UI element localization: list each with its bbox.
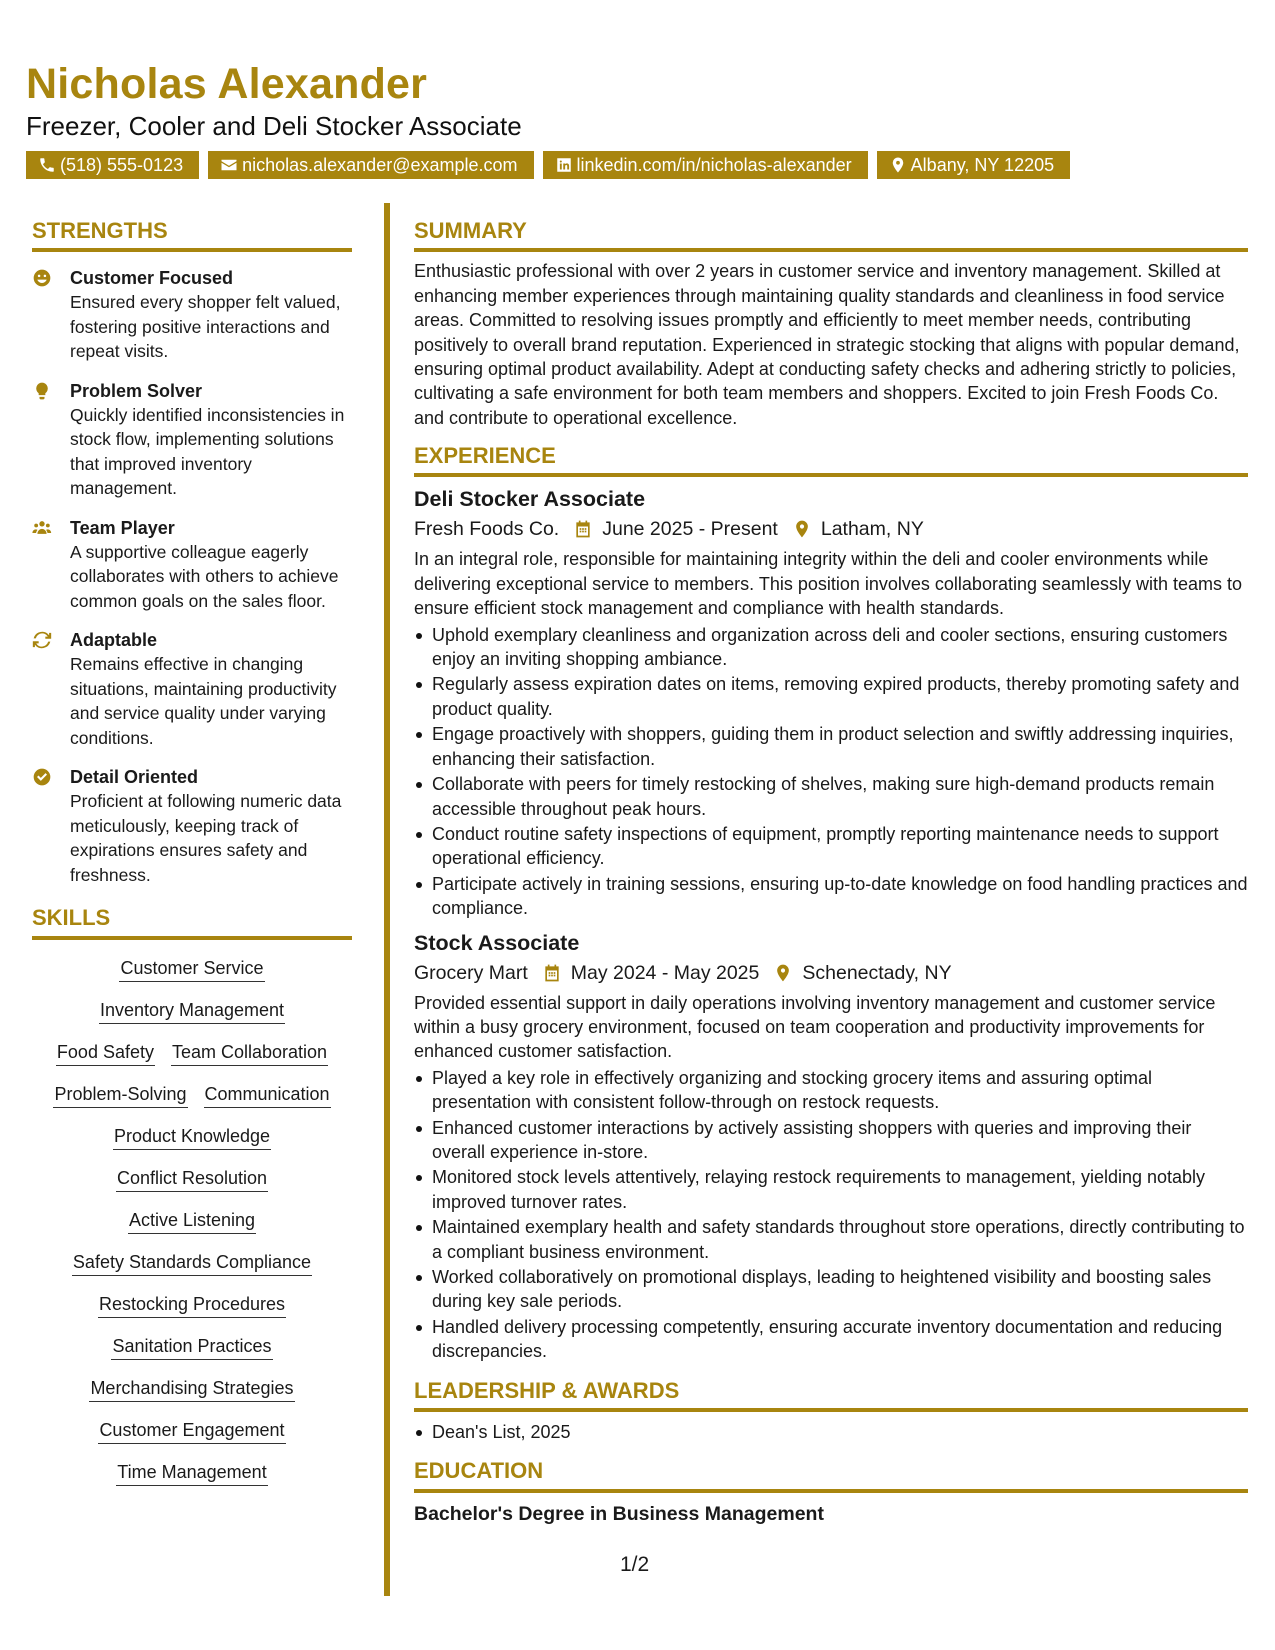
bullet-item: Enhanced customer interactions by actively assisting shoppers with queries and improving their overall experience in-store. [414,1116,1248,1165]
lightbulb-icon [32,381,52,401]
skill-tag: Inventory Management [99,997,285,1024]
contact-phone [26,151,199,179]
phone-text: (518) 555-0123 [60,154,184,175]
skill-tag: Merchandising Strategies [89,1375,294,1402]
job-company: Grocery Mart [414,961,528,984]
job-dates: May 2024 - May 2025 [570,961,760,984]
contact-location [877,151,1070,179]
strength-title: Adaptable [70,630,158,651]
bullet-item: Regularly assess expiration dates on items, removing expired products, thereby promoting safety and product quality. [414,672,1248,721]
linkedin-text: linkedin.com/in/nicholas-alexander [576,154,852,175]
strength-desc: Proficient at following numeric data meticulously, keeping track of expirations ensures safety and freshness. [70,791,342,885]
job-company: Fresh Foods Co. [414,518,560,541]
summary-heading: SUMMARY [414,218,1248,252]
envelope-icon [220,156,238,174]
award-item: Dean's List, 2025 [414,1420,1248,1444]
right-column [414,218,1248,1527]
job-role: Stock Associate [414,930,580,955]
strength-title: Team Player [70,517,175,538]
job-dates: June 2025 - Present [602,518,778,541]
bullet-item: Conduct routine safety inspections of equipment, promptly reporting maintenance needs to support operational efficiency. [414,822,1248,871]
bullet-item: Worked collaboratively on promotional displays, leading to heightened visibility and boosting sales during key sale periods. [414,1265,1248,1314]
job-bullets [414,623,1248,921]
job-meta [414,957,1248,989]
strength-item [32,516,352,614]
skill-tag: Safety Standards Compliance [72,1249,312,1276]
users-icon [32,518,52,538]
calendar-icon [542,963,562,983]
strength-item [32,266,352,364]
skill-tag: Restocking Procedures [98,1291,286,1318]
candidate-title: Freezer, Cooler and Deli Stocker Associate [26,111,522,142]
resume-header [26,62,1256,179]
calendar-icon [573,519,593,539]
check-circle-icon [32,767,52,787]
job-description: Provided essential support in daily operations involving inventory management and customer service within a busy grocery environment, focused on team cooperation and productivity improvements for enhanced customer satisfaction. [414,992,1216,1062]
job-entry [414,929,1248,1364]
strength-title: Customer Focused [70,268,234,289]
education-heading: EDUCATION [414,1458,1248,1492]
strength-item [32,379,352,501]
candidate-name: Nicholas Alexander [26,60,428,108]
map-pin-icon [773,963,793,983]
education-degree: Bachelor's Degree in Business Management [414,1502,824,1525]
page-number: 1/2 [620,1553,650,1576]
skill-tag: Conflict Resolution [116,1165,268,1192]
strength-desc: Quickly identified inconsistencies in stock flow, implementing solutions that improved inventory management. [70,404,345,499]
map-pin-icon [792,519,812,539]
email-text: nicholas.alexander@example.com [242,154,518,175]
skill-tag: Active Listening [128,1207,256,1234]
column-divider [384,203,390,1596]
skill-tag: Customer Service [119,955,264,982]
strengths-list [32,266,352,887]
bullet-item: Engage proactively with shoppers, guiding them in product selection and swiftly addressing inquiries, enhancing their satisfaction. [414,722,1248,771]
bullet-item: Handled delivery processing competently, ensuring accurate inventory documentation and reducing discrepancies. [414,1315,1248,1364]
phone-icon [38,156,56,174]
skill-tag: Product Knowledge [113,1123,271,1150]
experience-heading: EXPERIENCE [414,443,1248,477]
skill-tag: Time Management [116,1459,267,1486]
bullet-item: Played a key role in effectively organizing and stocking grocery items and assuring optimal presentation with consistent follow-through on restock requests. [414,1066,1248,1115]
skills-heading: SKILLS [32,905,352,939]
bullet-item: Uphold exemplary cleanliness and organization across deli and cooler sections, ensuring customers enjoy an inviting shopping ambiance. [414,623,1248,672]
summary-text: Enthusiastic professional with over 2 years in customer service and inventory management. Skilled at enhancing member experiences through maintaining quality standards and cleanliness in food service areas. Committed to resolving issues promptly and efficiently to meet member needs, contributing positively to overall brand reputation. Experienced in strategic stocking that aligns with popular demand, ensuring optimal product availability. Adept at conducting safety checks and adhering strictly to policies, cultivating a safe environment for both team members and shoppers. Excited to join Fresh Foods Co. and contribute to operational excellence. [414,261,1240,428]
job-location: Schenectady, NY [802,961,952,984]
job-role: Deli Stocker Associate [414,487,646,512]
bullet-item: Participate actively in training sessions, ensuring up-to-date knowledge on food handling practices and compliance. [414,872,1248,921]
job-meta [414,513,1248,545]
refresh-icon [32,630,52,650]
strengths-heading: STRENGTHS [32,218,352,252]
contact-bar [26,151,1256,179]
location-text: Albany, NY 12205 [910,154,1055,175]
contact-email[interactable] [208,151,533,179]
skill-tag: Food Safety [56,1039,155,1066]
job-location: Latham, NY [820,518,924,541]
left-column [32,218,352,1486]
bullet-item: Collaborate with peers for timely restocking of shelves, making sure high-demand products remain accessible throughout peak hours. [414,772,1248,821]
leadership-heading: LEADERSHIP & AWARDS [414,1378,1248,1412]
skill-tag: Communication [204,1081,331,1108]
job-description: In an integral role, responsible for maintaining integrity within the deli and cooler environments while delivering exceptional service to members. This position involves collaborating seamlessly with teams to ensure efficient stock management and compliance with health standards. [414,549,1243,619]
skill-tag: Problem-Solving [53,1081,187,1108]
skills-section [32,905,352,1485]
job-bullets [414,1066,1248,1364]
linkedin-icon [555,156,573,174]
skill-tag: Team Collaboration [171,1039,328,1066]
bullet-item: Monitored stock levels attentively, relaying restock requirements to management, yielding notably improved turnover rates. [414,1165,1248,1214]
contact-linkedin[interactable] [543,151,868,179]
strength-item [32,628,352,750]
skill-tag: Sanitation Practices [111,1333,272,1360]
job-entry [414,485,1248,920]
strength-desc: Ensured every shopper felt valued, fostering positive interactions and repeat visits. [70,292,341,362]
leadership-list [414,1420,1248,1444]
skills-list [32,955,352,1486]
smile-icon [32,268,52,288]
strength-desc: A supportive colleague eagerly collaborates with others to achieve common goals on the sales floor. [70,541,339,611]
strength-desc: Remains effective in changing situations, maintaining productivity and service quality under varying conditions. [70,654,337,748]
strength-title: Problem Solver [70,380,203,401]
bullet-item: Maintained exemplary health and safety standards throughout store operations, directly contributing to a compliant business environment. [414,1215,1248,1264]
skill-tag: Customer Engagement [98,1417,285,1444]
map-pin-icon [889,156,907,174]
strength-title: Detail Oriented [70,767,199,788]
strength-item [32,765,352,887]
